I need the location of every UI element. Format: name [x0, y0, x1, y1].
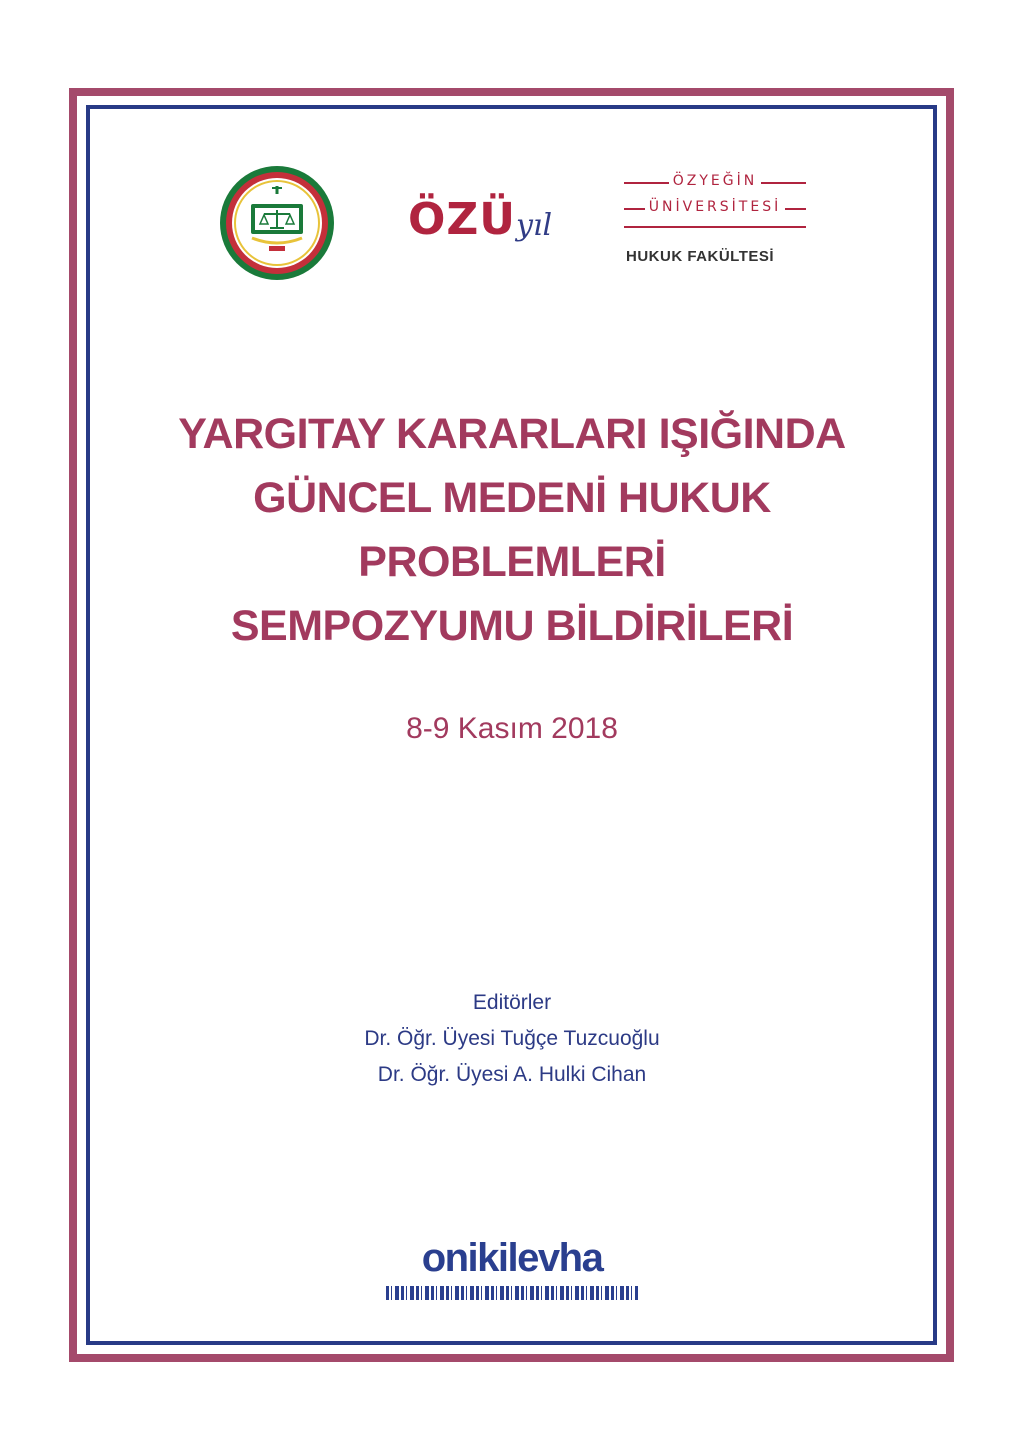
court-seal-icon	[218, 164, 336, 282]
editor-name: Dr. Öğr. Üyesi A. Hulki Cihan	[377, 1063, 647, 1086]
publisher-logo	[384, 1236, 640, 1306]
ozu-logo	[408, 190, 588, 260]
editors-heading: Editörler	[472, 991, 552, 1014]
university-faculty-label: HUKUK FAKÜLTESİ	[626, 248, 775, 265]
university-logo	[624, 173, 812, 268]
university-logo-line2: ÜNİVERSİTESİ	[624, 199, 806, 215]
university-logo-line1: ÖZYEĞİN	[624, 173, 806, 189]
book-title-line-3: SEMPOZYUMU BİLDİRİLERİ	[230, 602, 794, 650]
publisher-name: onikilevha	[421, 1236, 603, 1280]
ozu-logo-sub: yıl	[516, 208, 553, 243]
barcode-icon	[386, 1286, 638, 1300]
ozu-logo-main: ÖZÜ	[408, 194, 517, 245]
editors-block	[110, 985, 914, 1093]
book-title-line-1: YARGITAY KARARLARI IŞIĞINDA	[178, 410, 846, 458]
book-title-line-2: GÜNCEL MEDENİ HUKUK PROBLEMLERİ	[253, 474, 771, 586]
book-title	[110, 402, 914, 658]
university-logo-rule	[624, 226, 806, 228]
editor-name: Dr. Öğr. Üyesi Tuğçe Tuzcuoğlu	[364, 1027, 660, 1050]
event-date: 8-9 Kasım 2018	[406, 712, 618, 745]
